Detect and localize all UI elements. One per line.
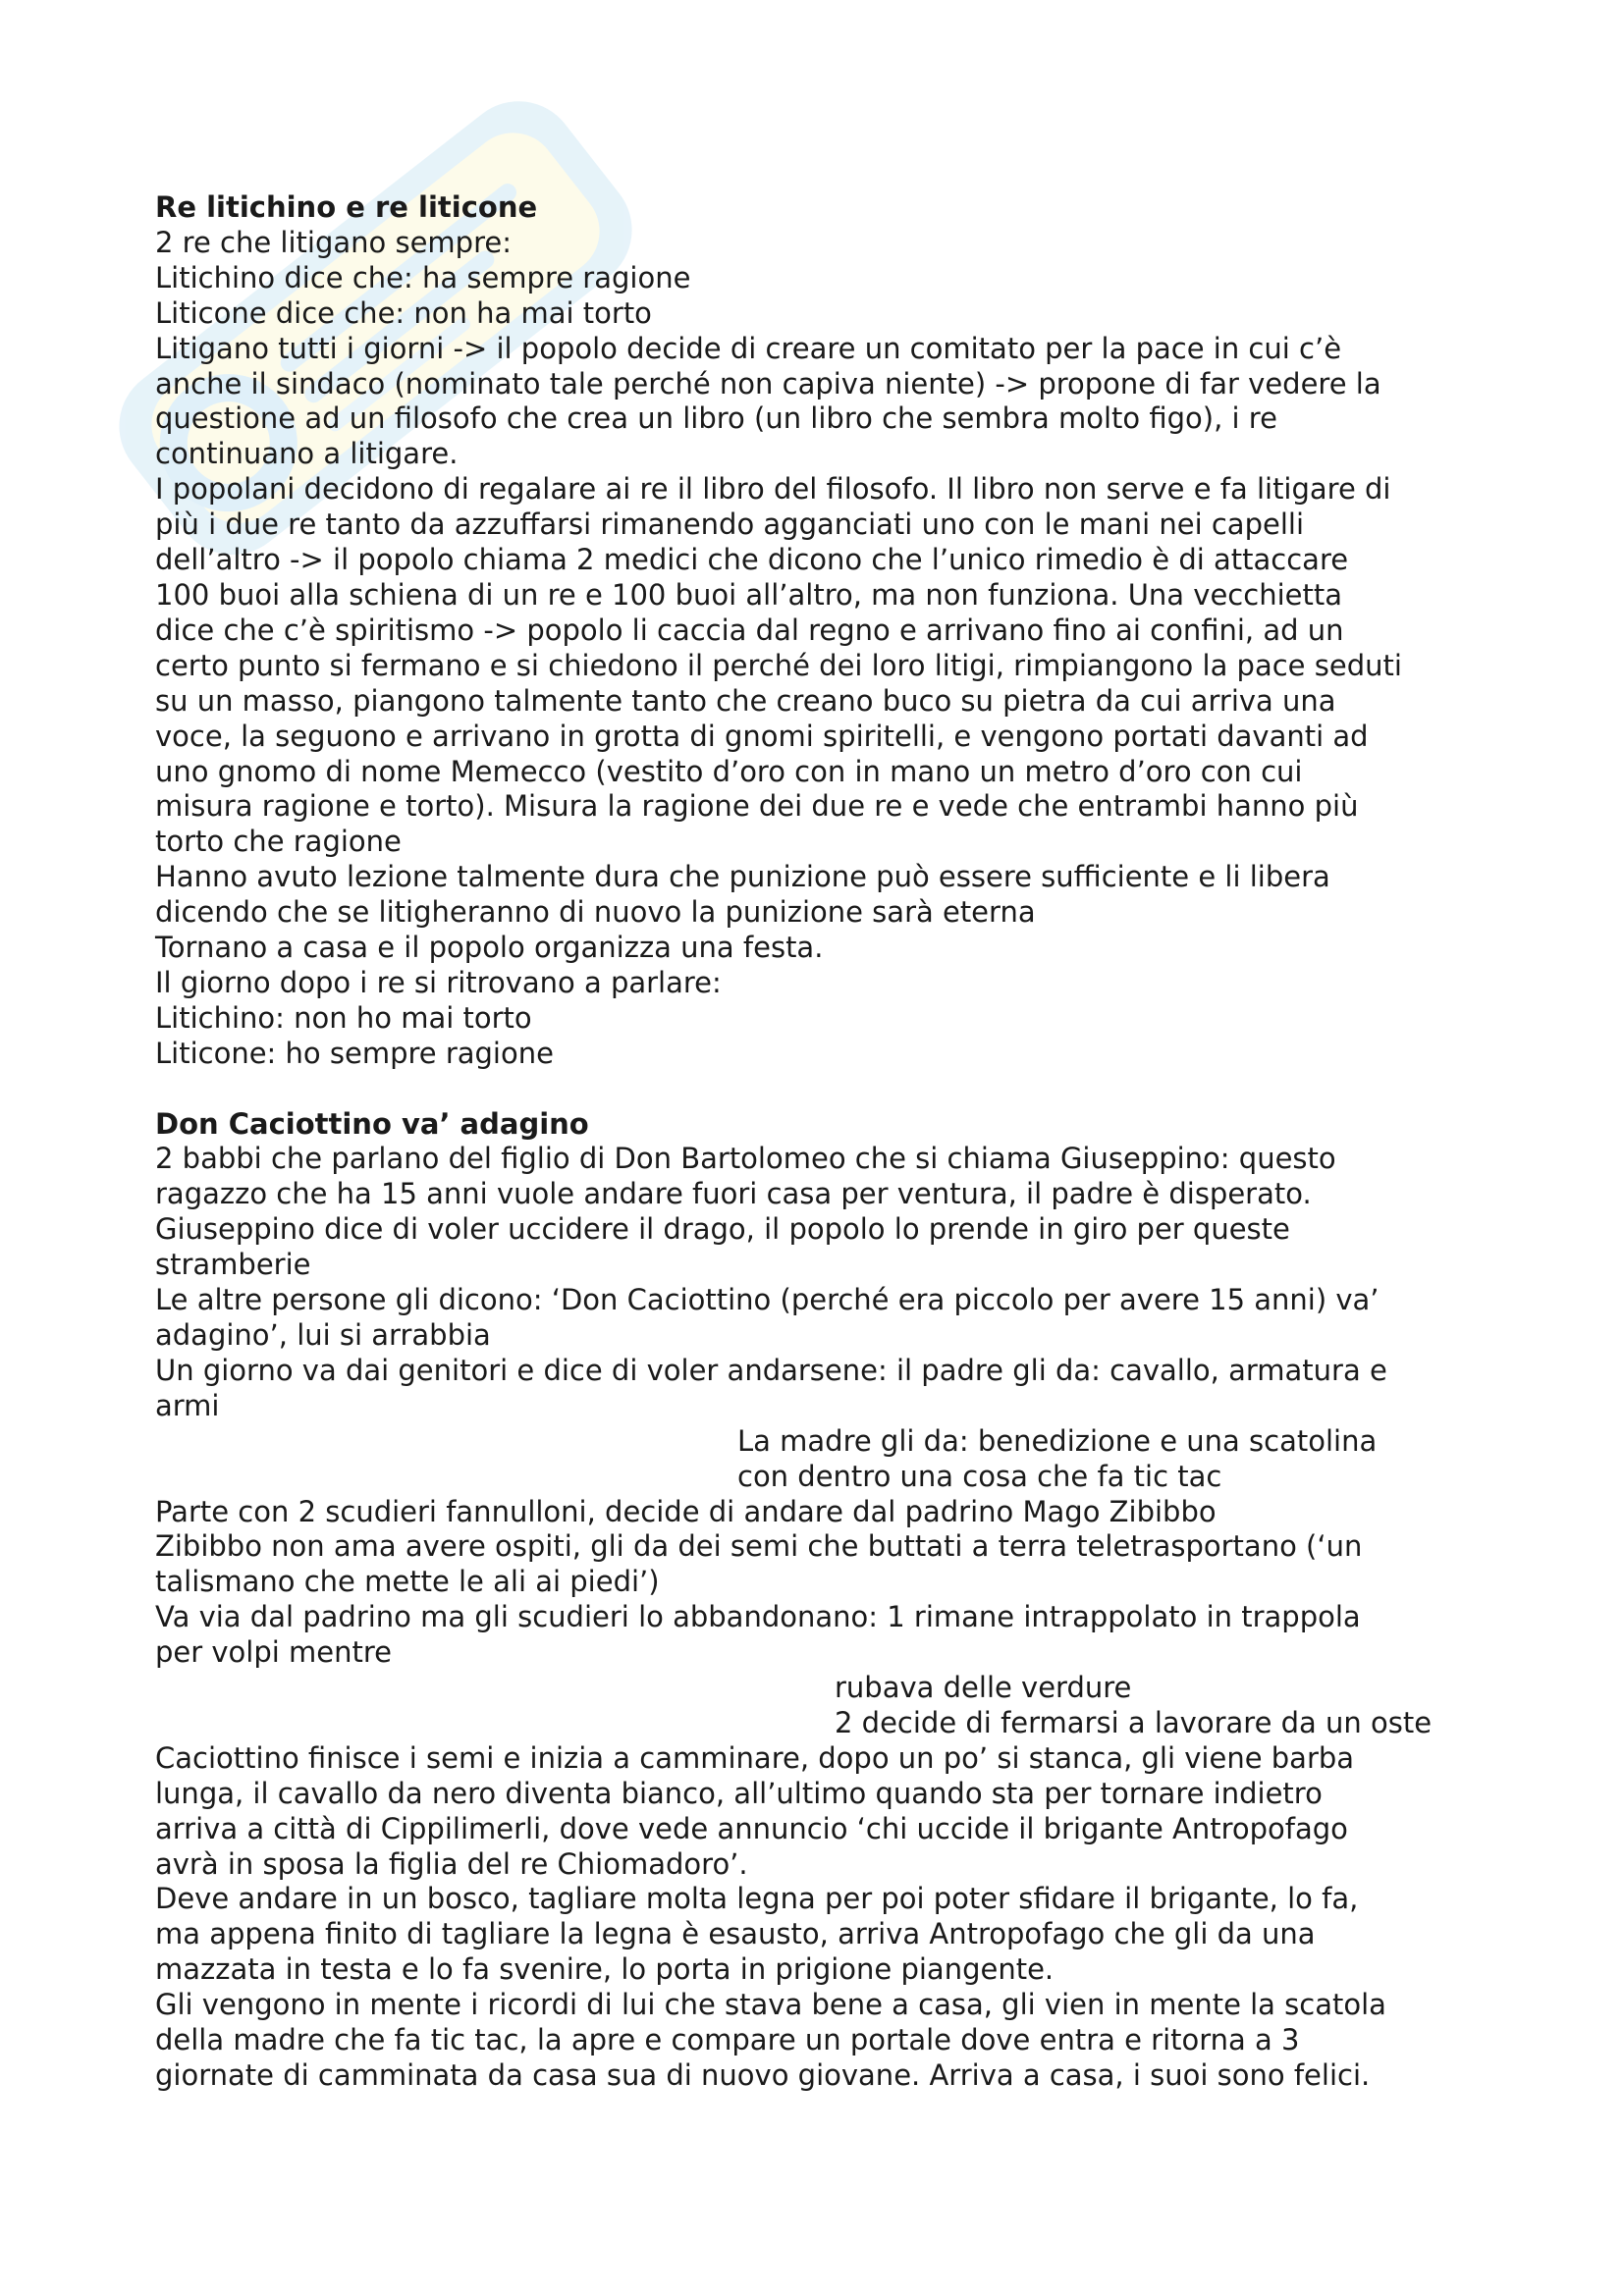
document-body	[155, 190, 1490, 2094]
text-line: certo punto si fermano e si chiedono il perché dei loro litigi, rimpiangono la pace seduti	[155, 648, 1402, 682]
text-line: Giuseppino dice di voler uccidere il drago, il popolo lo prende in giro per queste	[155, 1212, 1290, 1247]
text-line: Litichino: non ho mai torto	[155, 1000, 532, 1035]
section-title: Don Caciottino va’ adagino	[155, 1106, 589, 1141]
text-line: lunga, il cavallo da nero diventa bianco, all’ultimo quando sta per tornare indietro	[155, 1776, 1323, 1810]
text-line: Deve andare in un bosco, tagliare molta legna per poi poter sfidare il brigante, lo fa,	[155, 1882, 1359, 1916]
text-line: Litigano tutti i giorni -> il popolo decide di creare un comitato per la pace in cui c’è	[155, 331, 1342, 365]
text-line: Hanno avuto lezione talmente dura che punizione può essere sufficiente e li libera	[155, 860, 1330, 894]
text-line: I popolani decidono di regalare ai re il libro del filosofo. Il libro non serve e fa litigare di	[155, 472, 1391, 507]
text-line: misura ragione e torto). Misura la ragione dei due re e vede che entrambi hanno più	[155, 789, 1359, 824]
text-line: più i due re tanto da azzuffarsi rimanendo agganciati uno con le mani nei capelli	[155, 507, 1304, 542]
text-line: dicendo che se litigheranno di nuovo la punizione sarà eterna	[155, 895, 1036, 930]
section-don-caciottino	[155, 1107, 1490, 2094]
text-line: dice che c’è spiritismo -> popolo li caccia dal regno e arrivano fino ai confini, ad un	[155, 613, 1344, 647]
text-line: Parte con 2 scudieri fannulloni, decide di andare dal padrino Mago Zibibbo	[155, 1494, 1217, 1528]
text-line: adagino’, lui si arrabbia	[155, 1317, 491, 1352]
text-line: stramberie	[155, 1248, 311, 1282]
text-line: uno gnomo di nome Memecco (vestito d’oro con in mano un metro d’oro con cui	[155, 754, 1303, 788]
text-line: dell’altro -> il popolo chiama 2 medici che dicono che l’unico rimedio è di attaccare	[155, 543, 1349, 577]
text-line: Il giorno dopo i re si ritrovano a parlare:	[155, 965, 722, 999]
text-line: voce, la seguono e arrivano in grotta di gnomi spiritelli, e vengono portati davanti ad	[155, 719, 1369, 753]
text-line: con dentro una cosa che fa tic tac	[737, 1459, 1222, 1493]
text-line: Caciottino finisce i semi e inizia a camminare, dopo un po’ si stanca, gli viene barba	[155, 1740, 1355, 1775]
text-line: avrà in sposa la figlia del re Chiomadoro’.	[155, 1846, 748, 1881]
text-line: Litichino dice che: ha sempre ragione	[155, 260, 691, 294]
text-line: ma appena finito di tagliare la legna è esausto, arriva Antropofago che gli da una	[155, 1917, 1316, 1951]
text-line: Le altre persone gli dicono: ‘Don Caciottino (perché era piccolo per avere 15 anni) va’	[155, 1283, 1380, 1317]
text-line: Tornano a casa e il popolo organizza una festa.	[155, 931, 824, 965]
text-line: questione ad un filosofo che crea un libro (un libro che sembra molto figo), i re	[155, 401, 1277, 436]
text-line: Gli vengono in mente i ricordi di lui che stava bene a casa, gli vien in mente la scatola	[155, 1988, 1386, 2022]
text-line: per volpi mentre	[155, 1635, 393, 1670]
text-line: Liticone dice che: non ha mai torto	[155, 295, 652, 330]
text-line: 100 buoi alla schiena di un re e 100 buoi all’altro, ma non funziona. Una vecchietta	[155, 577, 1342, 612]
section-re-litichino	[155, 190, 1490, 1072]
text-line: Zibibbo non ama avere ospiti, gli da dei semi che buttati a terra teletrasportano (‘un	[155, 1529, 1363, 1564]
text-line: 2 re che litigano sempre:	[155, 225, 512, 259]
text-line: Liticone: ho sempre ragione	[155, 1036, 554, 1070]
text-line: rubava delle verdure	[835, 1671, 1132, 1705]
text-line: La madre gli da: benedizione e una scatolina	[737, 1423, 1378, 1458]
paragraph-gap	[155, 1072, 1490, 1107]
text-line: armi	[155, 1388, 220, 1422]
text-line: talismano che mette le ali ai piedi’)	[155, 1565, 660, 1599]
text-line: su un masso, piangono talmente tanto che creano buco su pietra da cui arriva una	[155, 683, 1336, 718]
text-line: 2 babbi che parlano del figlio di Don Bartolomeo che si chiama Giuseppino: questo	[155, 1142, 1336, 1176]
text-line: Va via dal padrino ma gli scudieri lo abbandonano: 1 rimane intrappolato in trappola	[155, 1600, 1361, 1634]
text-line: della madre che fa tic tac, la apre e compare un portale dove entra e ritorna a 3	[155, 2023, 1300, 2057]
text-line: giornate di camminata da casa sua di nuovo giovane. Arriva a casa, i suoi sono felici.	[155, 2058, 1371, 2093]
text-line: 2 decide di fermarsi a lavorare da un oste	[835, 1705, 1433, 1739]
text-line: continuano a litigare.	[155, 437, 459, 471]
text-line: mazzata in testa e lo fa svenire, lo porta in prigione piangente.	[155, 1952, 1055, 1987]
section-title: Re litichino e re liticone	[155, 190, 538, 224]
text-line: Un giorno va dai genitori e dice di voler andarsene: il padre gli da: cavallo, armatura e	[155, 1353, 1387, 1387]
text-line: anche il sindaco (nominato tale perché non capiva niente) -> propone di far vedere la	[155, 366, 1381, 400]
text-line: arriva a città di Cippilimerli, dove vede annuncio ‘chi uccide il brigante Antropofago	[155, 1811, 1348, 1845]
text-line: ragazzo che ha 15 anni vuole andare fuori casa per ventura, il padre è disperato.	[155, 1177, 1312, 1211]
text-line: torto che ragione	[155, 825, 402, 859]
